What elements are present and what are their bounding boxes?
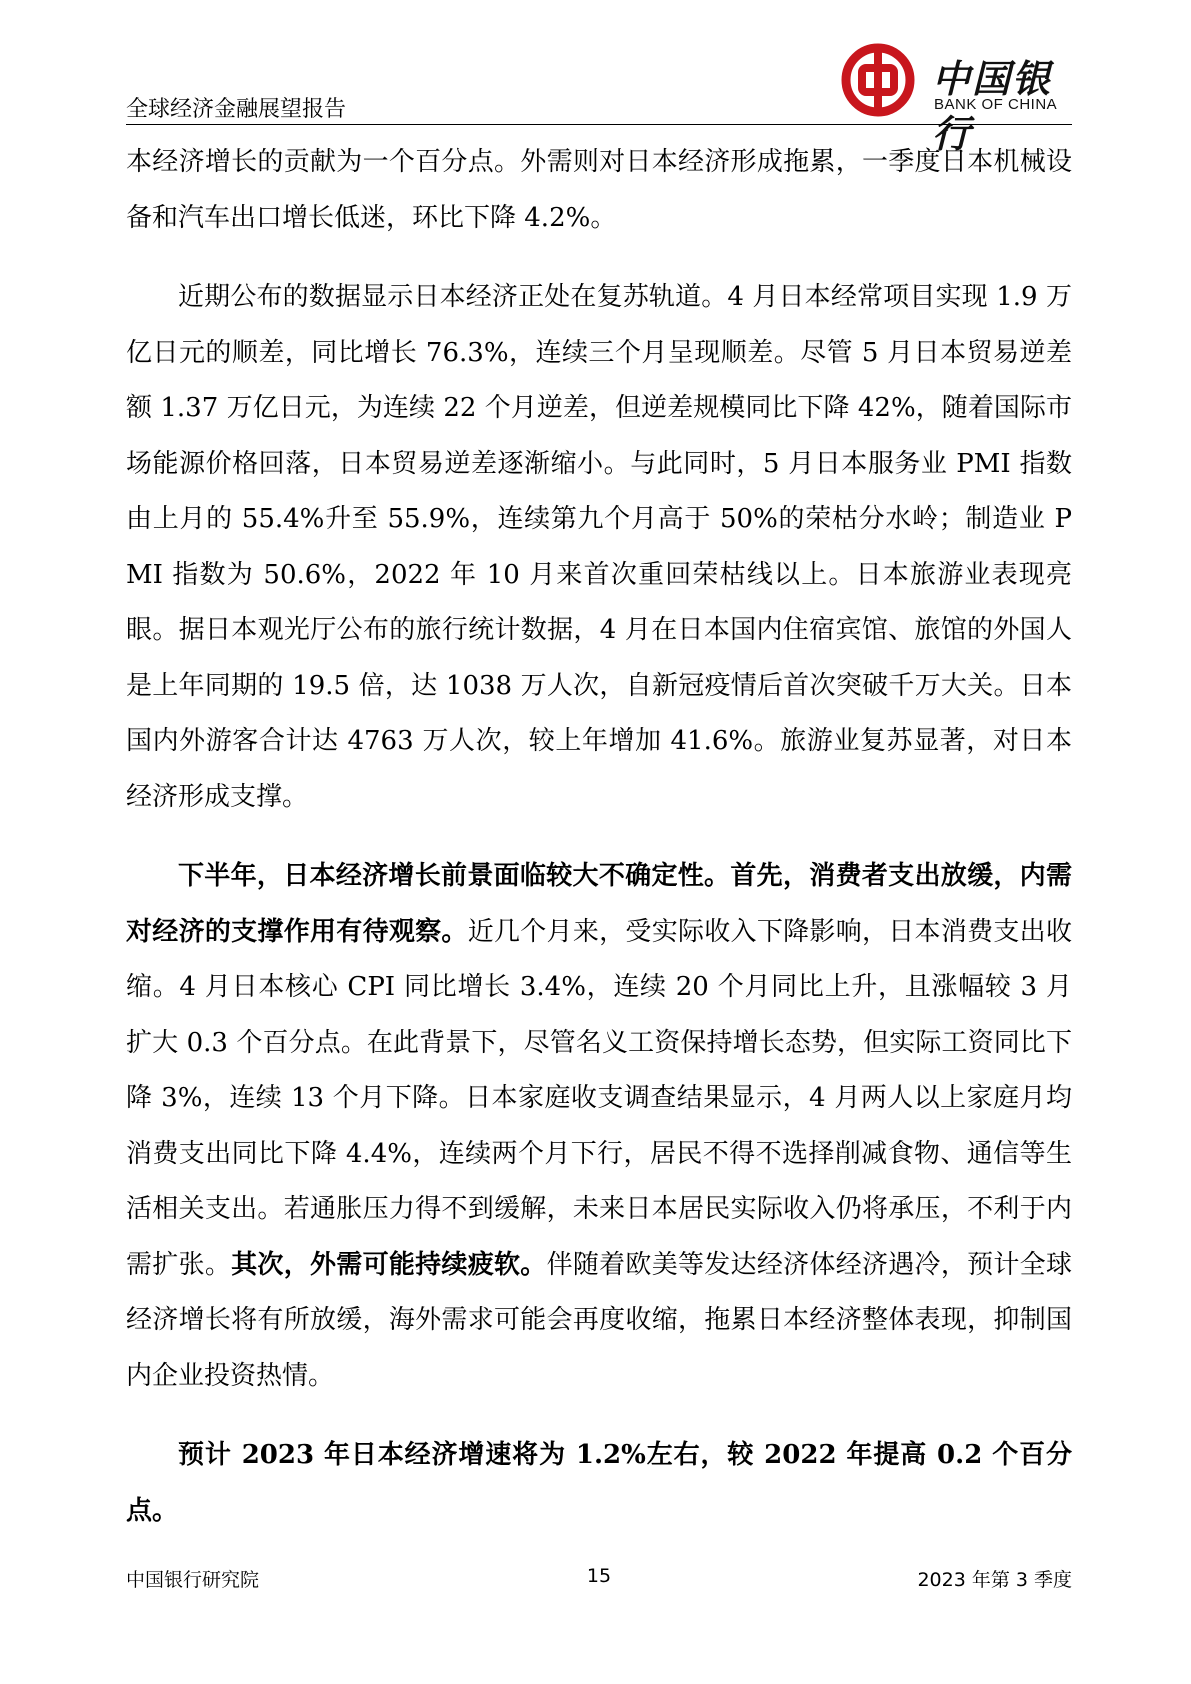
- paragraph-gap: [126, 825, 1072, 849]
- paragraph-gap: [126, 1404, 1072, 1428]
- bank-logo: [840, 42, 1080, 156]
- footer-page-number: 15: [586, 1565, 612, 1587]
- header-divider: [126, 124, 1072, 125]
- footer-quarter: 2023 年第 3 季度: [917, 1569, 1072, 1591]
- paragraph-1: 本经济增长的贡献为一个百分点。外需则对日本经济形成拖累，一季度日本机械设备和汽车出口增长低迷，环比下降 4.2%。: [126, 147, 1072, 233]
- document-body: [126, 135, 1072, 1539]
- bold-statement-external-demand: 其次，外需可能持续疲软。: [231, 1249, 547, 1280]
- bold-statement-outlook: 下半年，日本经济增长前景面临较大不确定性。首先，消费者支出放缓，内需对经济的支撑作用有待观察。: [126, 861, 1072, 947]
- forecast-statement: 预计 2023 年日本经济增速将为 1.2%左右，较 2022 年提高 0.2 个百分点。: [126, 1440, 1072, 1526]
- paragraph-3: [126, 849, 1072, 1404]
- paragraph-3-text-1: 近几个月来，受实际收入下降影响，日本消费支出收缩。4 月日本核心 CPI 同比增长 3.4%，连续 20 个月同比上升，且涨幅较 3 月扩大 0.3 个百分点。在此背景下，尽管名义工资保持增长态势，但实际工资同比下降 3%，连续 13 个月下降。日本家庭收支调查结果显示，4 月两人以上家庭月均消费支出同比下降 4.4%，连续两个月下行，居民不得不选择削减食物、通信等生活相关支出。若通胀压力得不到缓解，未来日本居民实际收入仍将承压，不利于内需扩张。: [126, 916, 1072, 1280]
- bank-of-china-logo-icon: [840, 42, 916, 118]
- paragraph-3-text-2: 伴随着欧美等发达经济体经济遇冷，预计全球经济增长将有所放缓，海外需求可能会再度收缩，拖累日本经济整体表现，抑制国内企业投资热情。: [126, 1249, 1072, 1391]
- logo-chinese-name: 中国银行: [932, 56, 1053, 156]
- page-footer: [126, 1565, 1072, 1589]
- report-title: 全球经济金融展望报告: [126, 97, 347, 122]
- paragraph-gap: [126, 246, 1072, 270]
- logo-english-name: BANK OF CHINA: [934, 96, 1058, 113]
- footer-institute: 中国银行研究院: [126, 1569, 260, 1591]
- paragraph-4-forecast: [126, 1428, 1072, 1539]
- paragraph-2: 近期公布的数据显示日本经济正处在复苏轨道。4 月日本经常项目实现 1.9 万亿日元的顺差，同比增长 76.3%，连续三个月呈现顺差。尽管 5 月日本贸易逆差额 1.37 万亿日元，为连续 22 个月逆差，但逆差规模同比下降 42%，随着国际市场能源价格回落，日本贸易逆差逐渐缩小。与此同时，5 月日本服务业 PMI 指数由上月的 55.4%升至 55.9%，连续第九个月高于 50%的荣枯分水岭；制造业 PMI 指数为 50.6%，2022 年 10 月来首次重回荣枯线以上。日本旅游业表现亮眼。据日本观光厅公布的旅行统计数据，4 月在日本国内住宿宾馆、旅馆的外国人是上年同期的 19.5 倍，达 1038 万人次，自新冠疫情后首次突破千万大关。日本国内外游客合计达 4763 万人次，较上年增加 41.6%。旅游业复苏显著，对日本经济形成支撑。: [126, 282, 1072, 812]
